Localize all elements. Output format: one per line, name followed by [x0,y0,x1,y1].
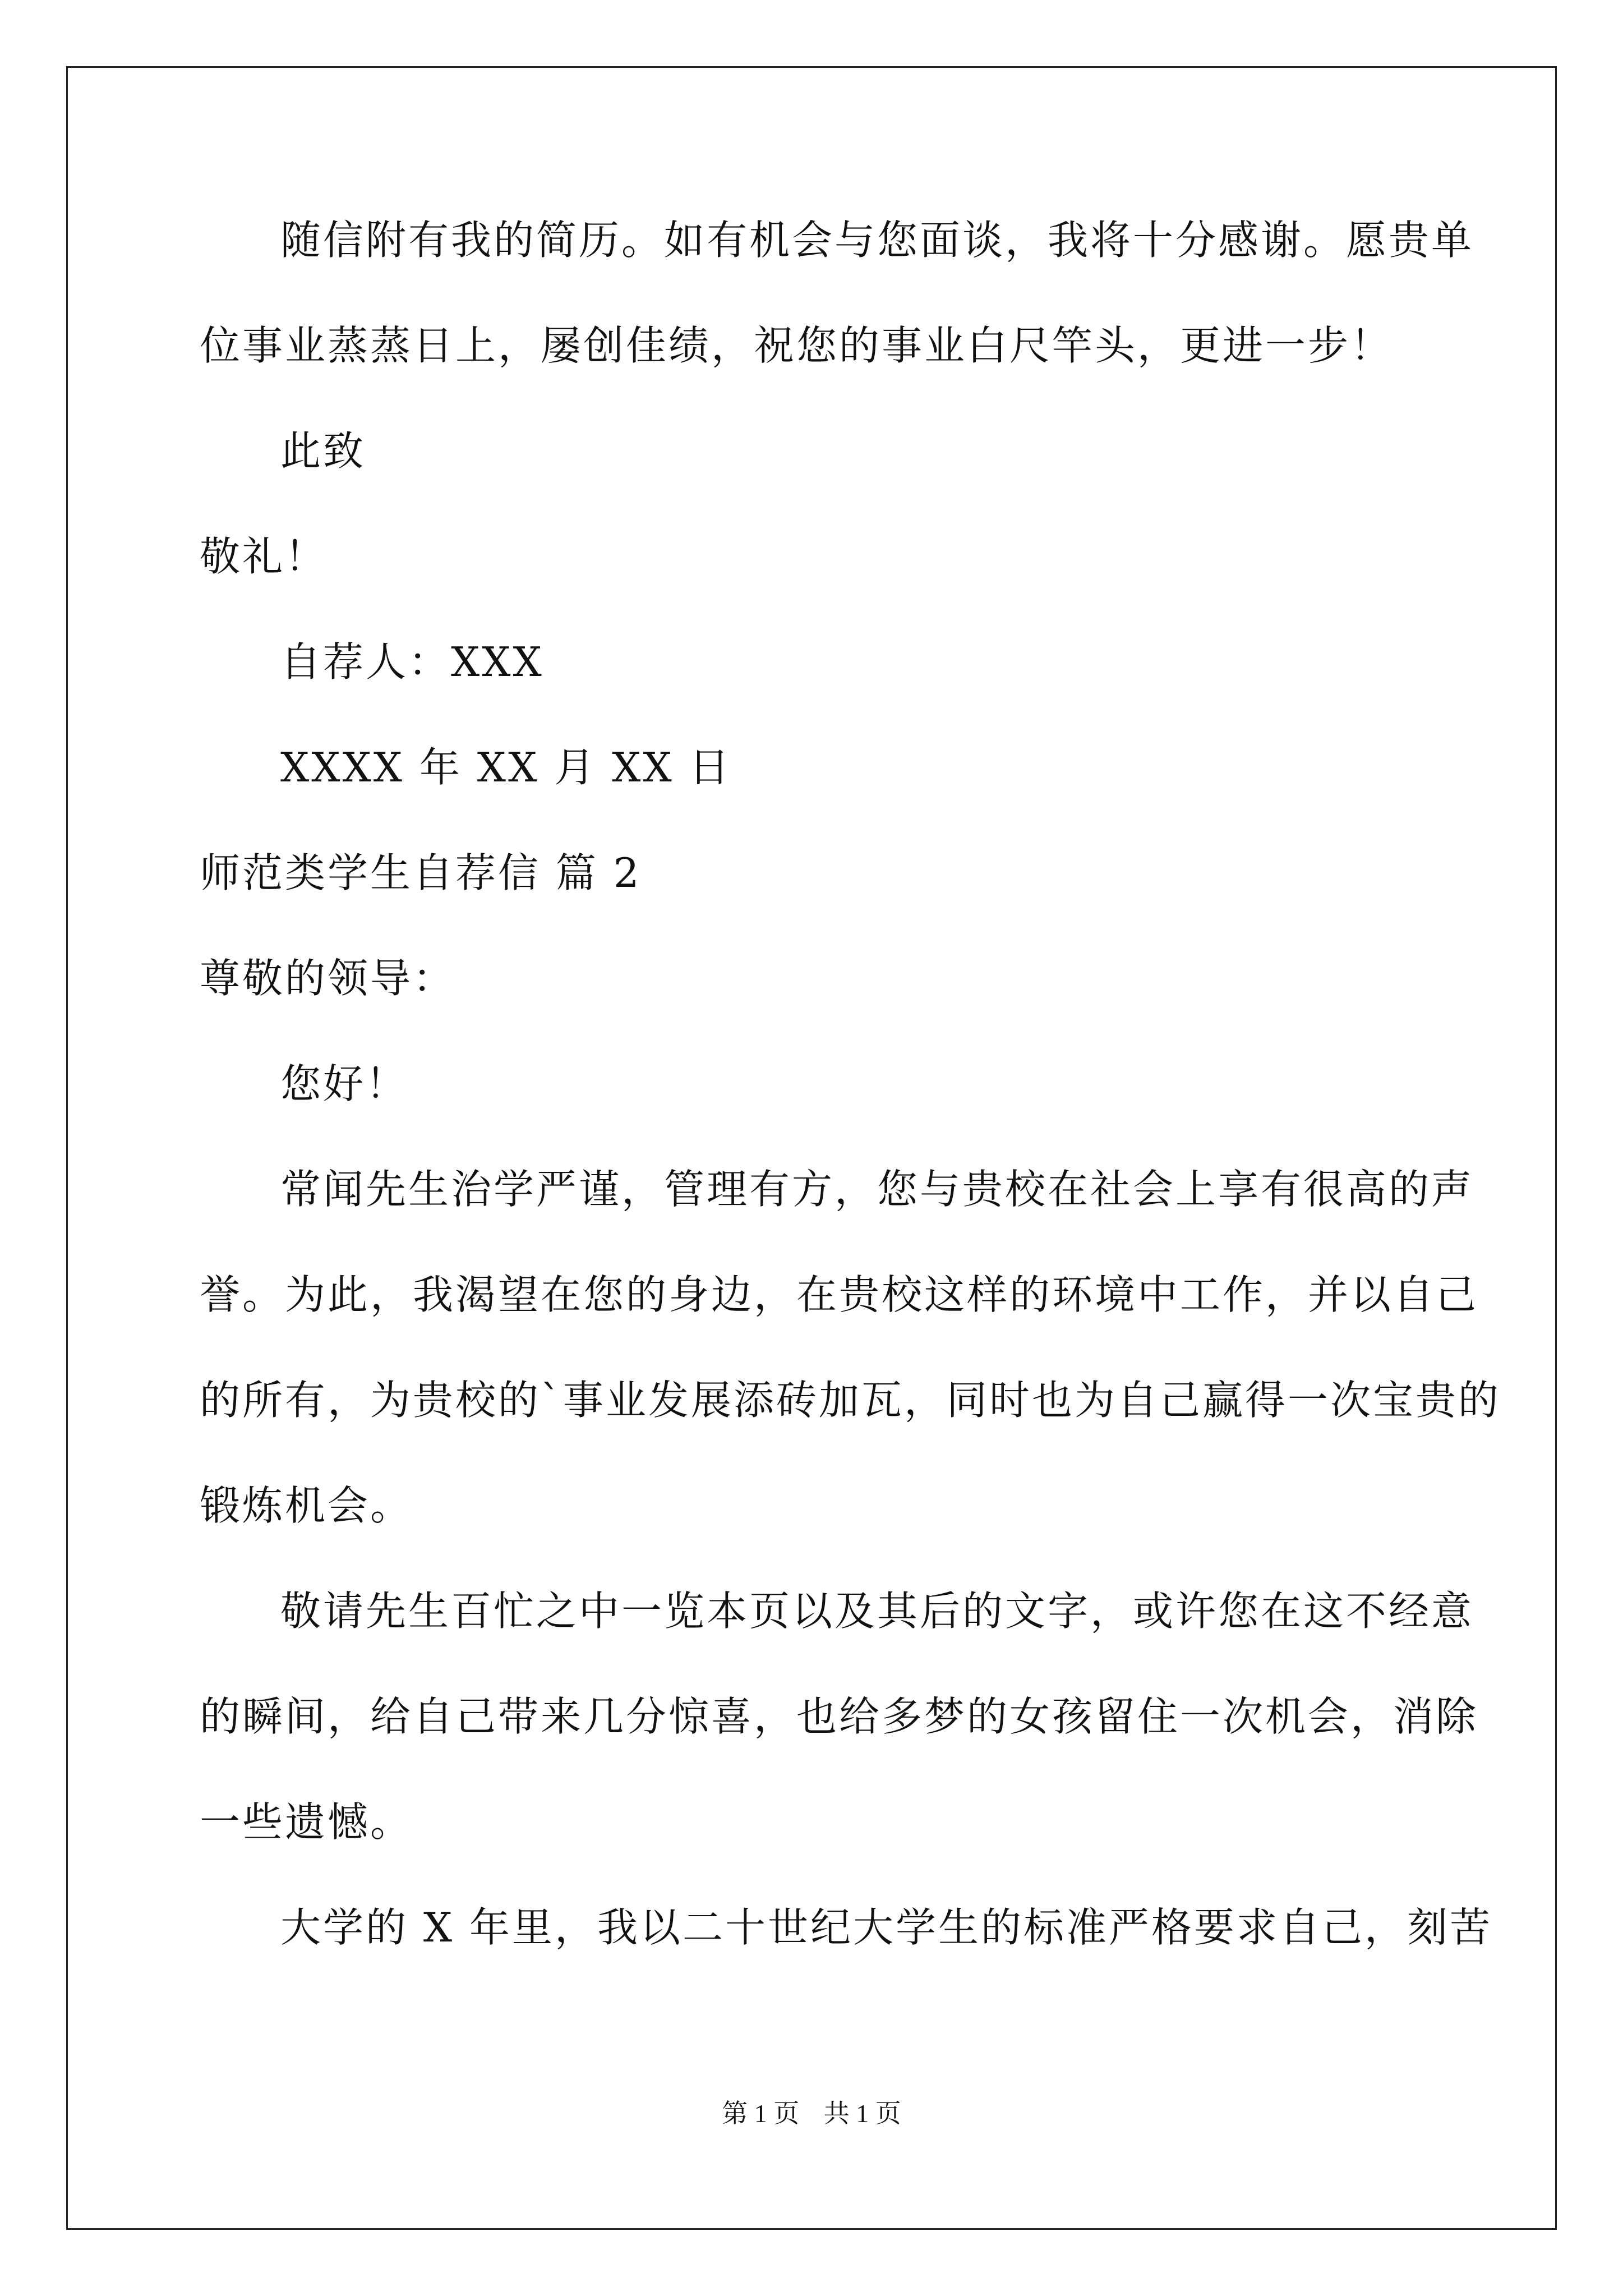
paragraph-line: 常闻先生治学严谨，管理有方，您与贵校在社会上享有很高的声 [280,1166,1474,1213]
paragraph-line: 锻炼机会。 [200,1482,413,1529]
page-footer [0,2101,1623,2127]
greeting-hello: 您好！ [280,1060,409,1107]
paragraph-line: 誉。为此，我渴望在您的身边，在贵校这样的环境中工作，并以自己 [200,1271,1479,1318]
paragraph-line: 大学的 X 年里，我以二十世纪大学生的标准严格要求自己，刻苦 [280,1904,1493,1951]
page-total: 共 1 页 [823,2099,901,2128]
paragraph-line: 一些遗憾。 [200,1798,413,1846]
date-line: XXXX 年 XX 月 XX 日 [280,744,732,791]
section-title: 师范类学生自荐信 篇 2 [200,849,642,896]
page-number: 第 1 页 [722,2099,800,2128]
document-body [200,217,1501,2013]
paragraph-line: 的所有，为贵校的`事业发展添砖加瓦，同时也为自己赢得一次宝贵的 [200,1377,1501,1424]
paragraph-line: 敬请先生百忙之中一览本页以及其后的文字，或许您在这不经意 [280,1588,1474,1635]
closing-salutation: 此致 [280,427,366,475]
greeting: 尊敬的领导： [200,955,456,1002]
signature: 自荐人：XXX [280,638,544,685]
paragraph-line: 的瞬间，给自己带来几分惊喜，也给多梦的女孩留住一次机会，消除 [200,1693,1479,1740]
closing-regards: 敬礼！ [200,533,328,580]
paragraph-line: 位事业蒸蒸日上，屡创佳绩，祝您的事业白尺竿头，更进一步！ [200,322,1394,369]
paragraph-line: 随信附有我的简历。如有机会与您面谈，我将十分感谢。愿贵单 [280,217,1474,264]
